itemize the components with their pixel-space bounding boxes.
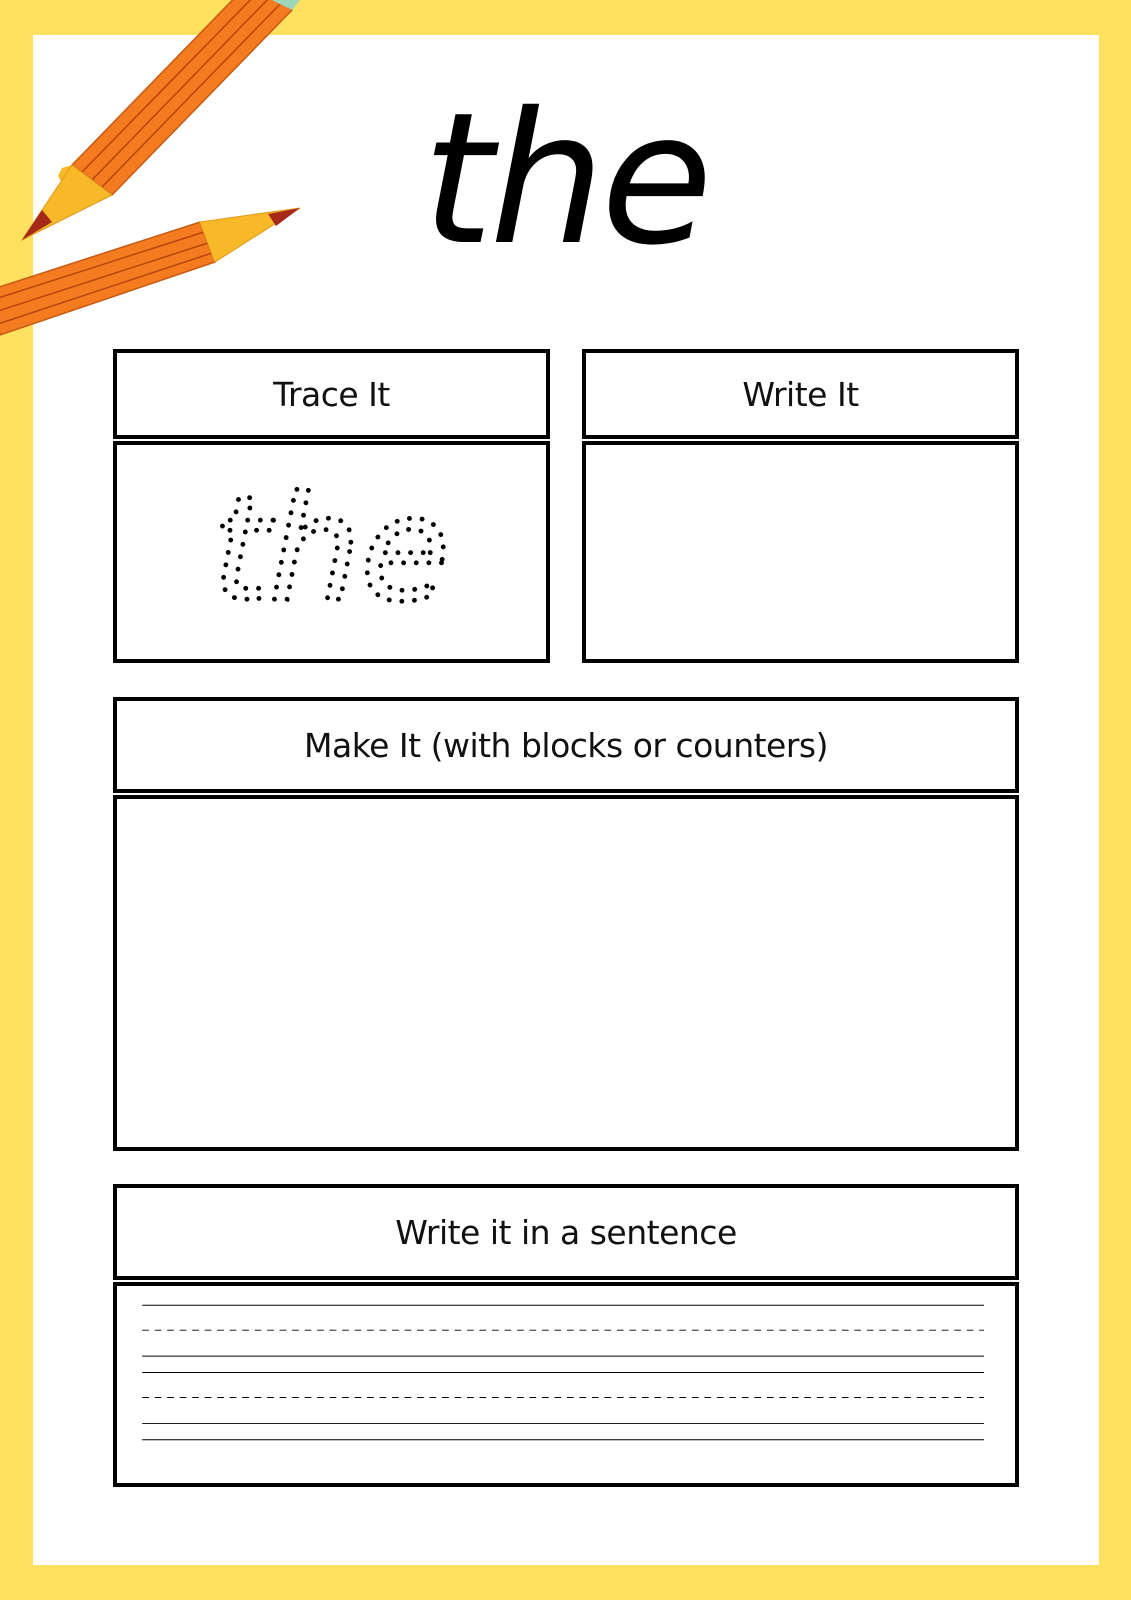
make-it-area[interactable] — [113, 795, 1019, 1151]
write-it-label: Write It — [742, 374, 859, 414]
sentence-writing-area[interactable] — [113, 1282, 1019, 1487]
sentence-header — [113, 1184, 1019, 1280]
make-it-label: Make It (with blocks or counters) — [304, 725, 828, 765]
write-it-area[interactable] — [582, 441, 1019, 663]
sight-word-title: the — [422, 73, 709, 285]
dotted-trace-word — [117, 445, 546, 659]
write-it-header — [582, 349, 1019, 439]
handwriting-lines — [117, 1286, 1015, 1483]
trace-word-text: the — [212, 466, 450, 635]
make-it-header — [113, 697, 1019, 793]
trace-it-label: Trace It — [273, 374, 390, 414]
sentence-label: Write it in a sentence — [395, 1212, 737, 1252]
trace-it-header — [113, 349, 550, 439]
trace-it-area[interactable] — [113, 441, 550, 663]
